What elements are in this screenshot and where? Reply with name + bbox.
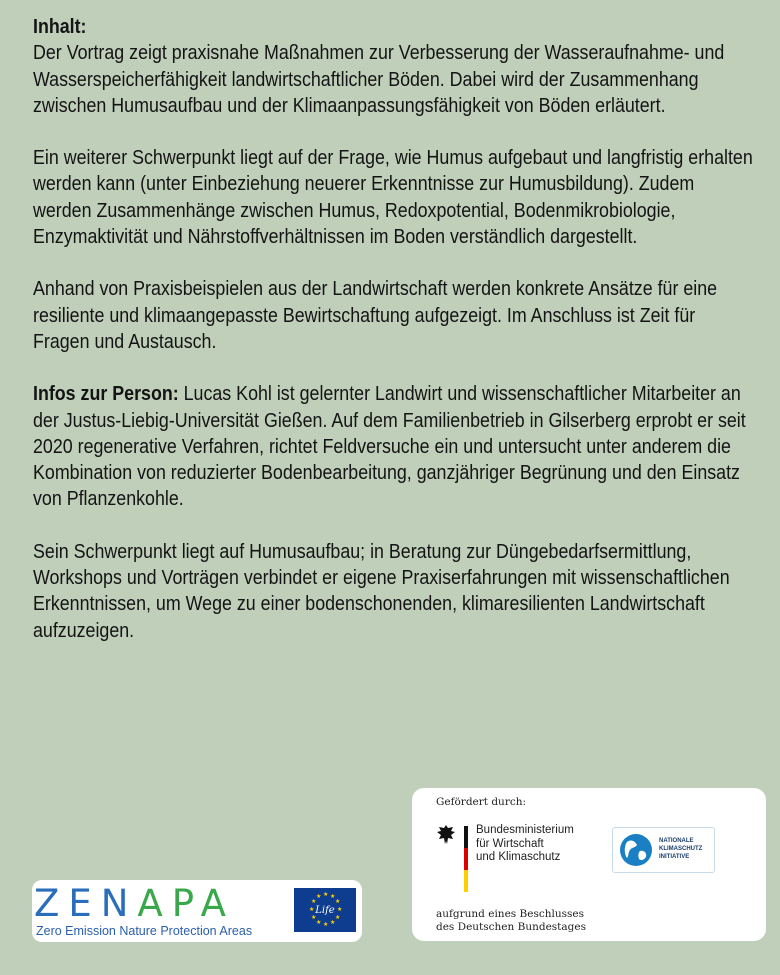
content-paragraph-4	[33, 381, 755, 512]
ministry-line-3: und Klimaschutz	[476, 851, 561, 863]
content-paragraph-3	[33, 276, 755, 355]
text-paragraph-3: Anhand von Praxisbeispielen aus der Landwirtschaft werden konkrete Ansätze für eine resiliente und klimaangepasste Bewirtschaftung aufgezeigt. Im Anschluss ist Zeit für Fragen und Austausch.	[33, 277, 718, 353]
svg-text:★: ★	[309, 906, 315, 913]
funding-footnote-line-2: des Deutschen Bundestages	[436, 921, 586, 933]
svg-text:★: ★	[323, 921, 329, 928]
zenapa-wordmark-green: APA	[137, 882, 235, 925]
svg-text:★: ★	[316, 893, 322, 900]
heading-inhalt: Inhalt:	[33, 15, 87, 38]
federal-eagle-icon	[436, 824, 456, 846]
funding-footnote-line-1: aufgrund eines Beschlusses	[436, 908, 584, 920]
eu-life-label: Life	[315, 905, 335, 916]
nki-line-2: KLIMASCHUTZ	[659, 846, 703, 852]
article-text	[33, 14, 755, 670]
text-paragraph-2: Ein weiterer Schwerpunkt liegt auf der Frage, wie Humus aufgebaut und langfristig erhalten werden kann (unter Einbeziehung neuerer Erkenntnisse zur Humusbildung). Zudem werden Zusammenhänge zwischen Humus, Redoxpotential, Bodenmikrobiologie, Enzymaktivität und Nährstoffverhältnissen im Boden verständlich dargestellt.	[33, 146, 753, 249]
svg-text:★: ★	[335, 898, 341, 905]
zenapa-wordmark-blue: ZEN	[34, 882, 138, 925]
svg-text:★: ★	[311, 898, 317, 905]
funding-label: Gefördert durch:	[436, 796, 527, 808]
svg-text:★: ★	[330, 893, 336, 900]
zenapa-subtitle: Zero Emission Nature Protection Areas	[36, 924, 253, 938]
content-paragraph-2	[33, 145, 755, 250]
svg-text:★: ★	[316, 919, 322, 926]
text-paragraph-1: Der Vortrag zeigt praxisnahe Maßnahmen zur Verbesserung der Wasseraufnahme- und Wasserspeicherfähigkeit landwirtschaftlicher Böden. Dabei wird der Zusammenhang zwischen Humusaufbau und der Klimaanpassungsfähigkeit von Böden erläutert.	[33, 41, 725, 117]
svg-text:★: ★	[337, 906, 343, 913]
svg-text:★: ★	[335, 914, 341, 921]
ministry-line-1: Bundesministerium	[476, 824, 574, 836]
svg-text:★: ★	[311, 914, 317, 921]
text-paragraph-4: Lucas Kohl ist gelernter Landwirt und wissenschaftlicher Mitarbeiter an der Justus-Liebig-Universität Gießen. Auf dem Familienbetrieb in Gilserberg erprobt er seit 2020 regenerative Verfahren, richtet Feldversuche ein und untersucht unter anderem die Kombination von reduzierter Bodenbearbeitung, ganzjähriger Begrünung und den Einsatz von Pflanzenkohle.	[33, 382, 746, 511]
svg-text:★: ★	[330, 919, 336, 926]
ministry-name	[476, 824, 574, 865]
zenapa-wordmark	[34, 882, 235, 925]
funding-footnote	[436, 908, 586, 934]
text-paragraph-5: Sein Schwerpunkt liegt auf Humusaufbau; in Beratung zur Düngebedarfsermittlung, Workshops und Vorträgen verbindet er eigene Praxiserfahrungen mit wissenschaftlichen Erkenntnissen, um Wege zu einer bodenschonenden, klimaresilienten Landwirtschaft aufzuzeigen.	[33, 539, 730, 642]
nki-line-3: INITIATIVE	[659, 854, 690, 860]
ministry-line-2: für Wirtschaft	[476, 837, 544, 850]
german-flag-bar	[464, 826, 468, 892]
content-paragraph-1	[33, 14, 755, 119]
globe-icon	[619, 833, 653, 867]
eu-stars-icon	[294, 888, 356, 932]
eu-life-logo	[294, 888, 356, 932]
nki-text	[659, 837, 702, 861]
bmwk-logo	[436, 824, 586, 884]
svg-text:★: ★	[323, 891, 329, 898]
zenapa-logo-box	[32, 880, 362, 942]
funding-box	[412, 788, 766, 941]
content-paragraph-5	[33, 539, 755, 644]
nki-logo	[612, 827, 715, 873]
heading-person: Infos zur Person:	[33, 382, 179, 406]
nki-line-1: NATIONALE	[659, 838, 694, 844]
